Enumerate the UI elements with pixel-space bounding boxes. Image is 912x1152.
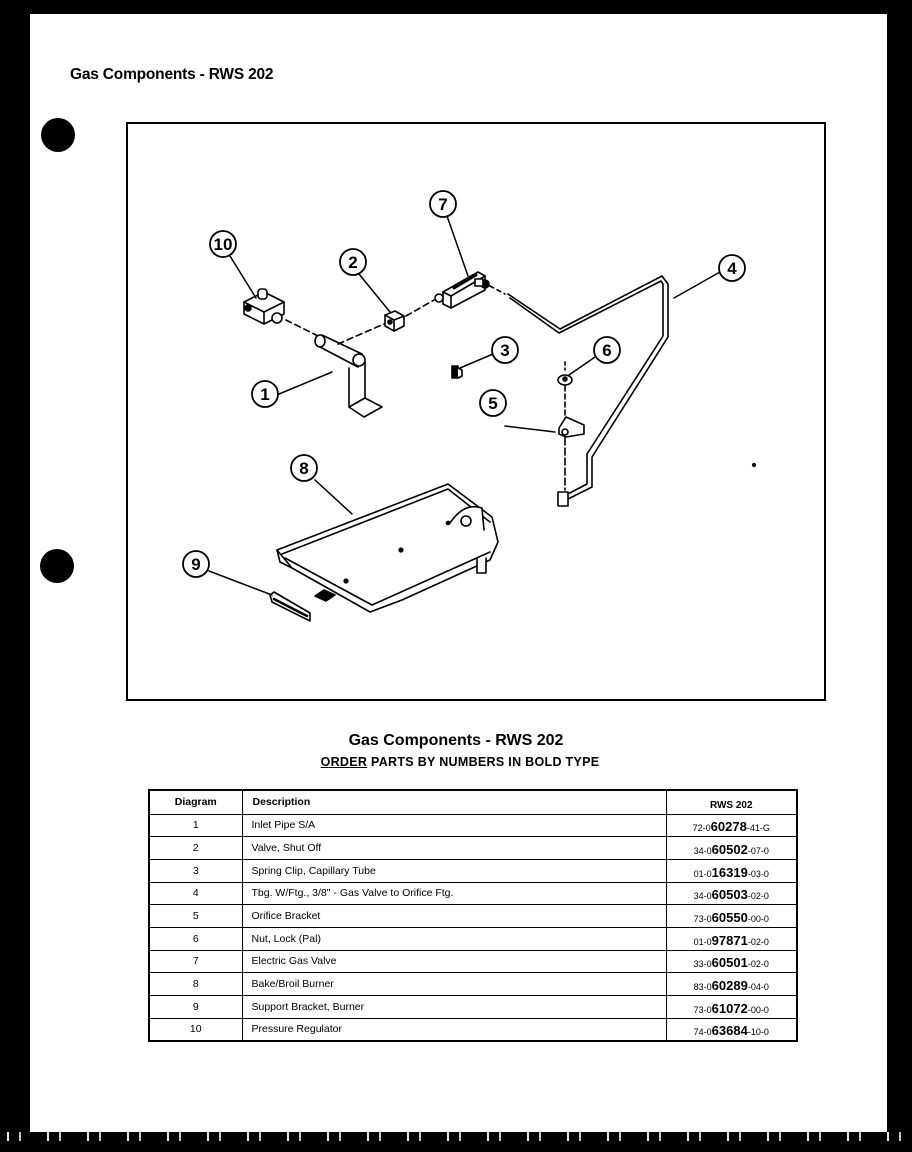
cell-part-number	[666, 905, 797, 928]
part-number-bold: 97871	[711, 932, 748, 948]
cell-part-number	[666, 973, 797, 996]
svg-text:5: 5	[488, 394, 498, 413]
table-row	[149, 859, 797, 882]
header-description: Description	[242, 790, 666, 814]
part-number-bold: 16319	[711, 864, 748, 880]
scan-edge	[0, 1132, 912, 1152]
part-2-shutoff-valve	[385, 311, 404, 331]
part-8-burner	[277, 464, 755, 612]
svg-text:2: 2	[348, 253, 358, 272]
parts-table-body	[149, 814, 797, 1041]
callout-3	[492, 337, 518, 363]
cell-diagram-number: 10	[149, 1018, 242, 1041]
cell-part-number	[666, 1018, 797, 1041]
part-number-prefix: 33-0	[693, 959, 712, 970]
part-number-prefix: 34-0	[693, 891, 712, 902]
part-10-pressure-regulator	[244, 289, 284, 324]
callout-5	[480, 390, 506, 416]
part-number-prefix: 73-0	[693, 1004, 712, 1015]
cell-description: Bake/Broil Burner	[242, 973, 666, 996]
part-number-bold: 60503	[711, 887, 748, 903]
part-number-prefix: 83-0	[693, 982, 712, 993]
part-number-prefix: 74-0	[693, 1027, 712, 1038]
callout-2	[340, 249, 366, 275]
callout-10	[210, 231, 236, 257]
callout-1	[252, 381, 278, 407]
parts-table-title: Gas Components - RWS 202	[348, 732, 564, 749]
cell-diagram-number: 5	[149, 905, 242, 928]
header-model: RWS 202	[666, 790, 797, 814]
callout-9	[183, 551, 209, 577]
exploded-diagram	[126, 122, 826, 701]
part-4-tubing	[508, 276, 668, 506]
part-5-orifice-bracket	[559, 417, 584, 490]
part-number-bold: 61072	[711, 1000, 748, 1016]
cell-diagram-number: 4	[149, 882, 242, 905]
hole-punch-top	[41, 118, 75, 152]
parts-table	[148, 789, 798, 1042]
cell-description: Pressure Regulator	[242, 1018, 666, 1041]
svg-text:1: 1	[260, 385, 270, 404]
part-number-prefix: 01-0	[693, 868, 712, 879]
callout-6	[594, 337, 620, 363]
svg-text:4: 4	[727, 259, 737, 278]
table-header-row	[149, 790, 797, 814]
table-row	[149, 973, 797, 996]
cell-diagram-number: 1	[149, 814, 242, 837]
table-row	[149, 927, 797, 950]
part-1-inlet-pipe	[315, 335, 382, 417]
part-number-suffix: -04-0	[747, 982, 769, 993]
cell-part-number	[666, 882, 797, 905]
cell-description: Nut, Lock (Pal)	[242, 927, 666, 950]
cell-description: Orifice Bracket	[242, 905, 666, 928]
cell-description: Spring Clip, Capillary Tube	[242, 859, 666, 882]
cell-part-number	[666, 837, 797, 860]
table-row	[149, 1018, 797, 1041]
cell-description: Valve, Shut Off	[242, 837, 666, 860]
svg-text:9: 9	[191, 555, 201, 574]
part-number-suffix: -00-0	[747, 914, 769, 925]
part-number-prefix: 73-0	[693, 914, 712, 925]
cell-diagram-number: 9	[149, 996, 242, 1019]
part-number-bold: 60550	[711, 910, 748, 926]
part-number-suffix: -02-0	[747, 936, 769, 947]
cell-diagram-number: 3	[149, 859, 242, 882]
part-number-suffix: -41-G	[746, 823, 770, 834]
cell-part-number	[666, 859, 797, 882]
cell-part-number	[666, 950, 797, 973]
page-title: Gas Components - RWS 202	[70, 66, 274, 83]
part-number-suffix: -03-0	[747, 868, 769, 879]
header-diagram: Diagram	[149, 790, 242, 814]
table-row	[149, 814, 797, 837]
svg-text:10: 10	[213, 235, 233, 254]
part-number-prefix: 34-0	[693, 846, 712, 857]
part-number-bold: 60502	[711, 842, 748, 858]
svg-text:8: 8	[299, 459, 309, 478]
part-number-suffix: -10-0	[747, 1027, 769, 1038]
table-row	[149, 950, 797, 973]
cell-diagram-number: 6	[149, 927, 242, 950]
cell-description: Electric Gas Valve	[242, 950, 666, 973]
svg-text:6: 6	[602, 341, 612, 360]
part-number-suffix: -02-0	[747, 959, 769, 970]
part-7-electric-gas-valve	[435, 272, 489, 308]
table-row	[149, 837, 797, 860]
part-9-support-bracket	[270, 592, 310, 621]
cell-part-number	[666, 996, 797, 1019]
cell-description: Support Bracket, Burner	[242, 996, 666, 1019]
cell-diagram-number: 2	[149, 837, 242, 860]
cell-description: Inlet Pipe S/A	[242, 814, 666, 837]
part-number-bold: 63684	[711, 1023, 748, 1039]
hole-punch-middle	[40, 549, 74, 583]
cell-diagram-number: 8	[149, 973, 242, 996]
part-6-lock-nut	[558, 362, 572, 420]
svg-text:7: 7	[438, 195, 448, 214]
table-row	[149, 905, 797, 928]
callout-8	[291, 455, 317, 481]
part-number-suffix: -00-0	[747, 1004, 769, 1015]
svg-text:3: 3	[500, 341, 510, 360]
part-number-suffix: -02-0	[747, 891, 769, 902]
subtitle-rest: PARTS BY NUMBERS IN BOLD TYPE	[367, 755, 600, 769]
cell-diagram-number: 7	[149, 950, 242, 973]
part-number-prefix: 72-0	[692, 823, 711, 834]
table-row	[149, 882, 797, 905]
part-number-prefix: 01-0	[693, 936, 712, 947]
cell-description: Tbg. W/Ftg., 3/8" - Gas Valve to Orifice Ftg.	[242, 882, 666, 905]
table-row	[149, 996, 797, 1019]
part-number-bold: 60501	[711, 955, 748, 971]
callout-7	[430, 191, 456, 217]
parts-table-subtitle	[0, 755, 912, 769]
part-number-bold: 60278	[710, 819, 747, 835]
cell-part-number	[666, 927, 797, 950]
cell-part-number	[666, 814, 797, 837]
subtitle-underlined-word: ORDER	[320, 755, 368, 769]
part-number-bold: 60289	[711, 978, 748, 994]
part-number-suffix: -07-0	[747, 846, 769, 857]
callout-4	[719, 255, 745, 281]
